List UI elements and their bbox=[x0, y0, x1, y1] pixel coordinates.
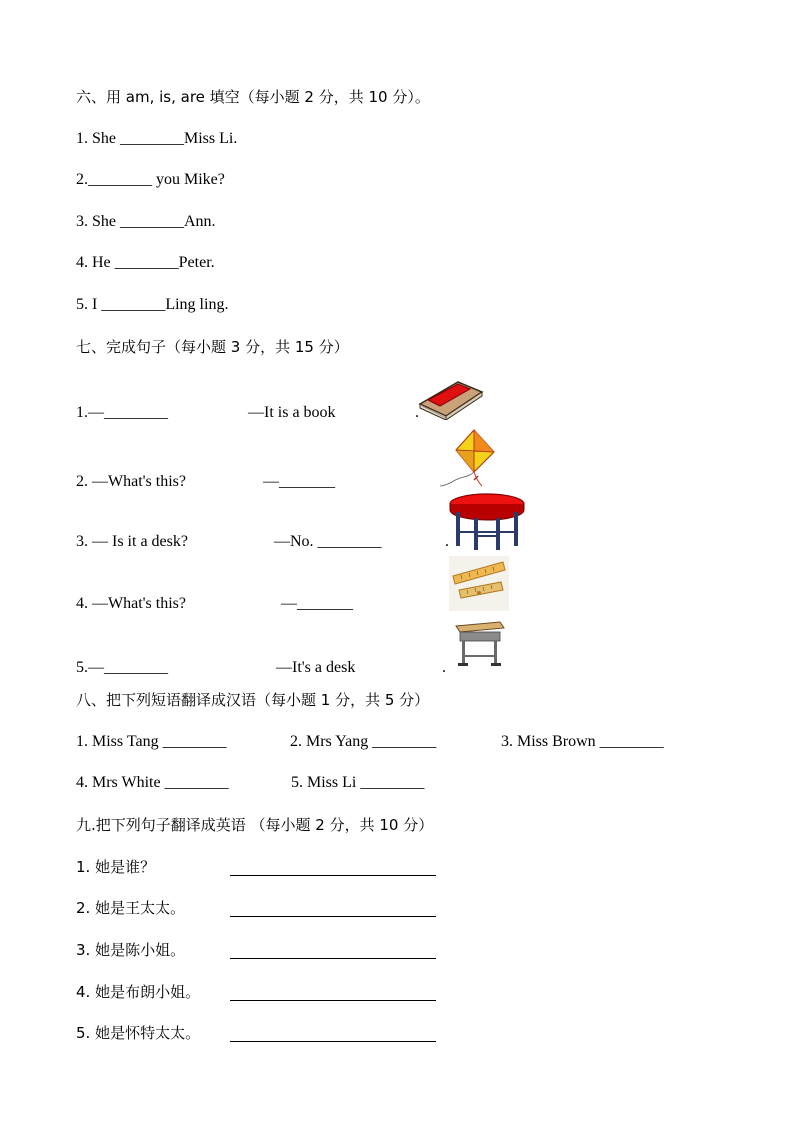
table-icon bbox=[448, 492, 526, 552]
section-9-item-1: 1. 她是谁？ bbox=[76, 858, 156, 876]
desk-icon bbox=[452, 618, 506, 668]
section-7-a2: —_______ bbox=[263, 473, 335, 490]
kite-icon bbox=[438, 428, 500, 488]
section-7-q1: 1.—________ bbox=[76, 404, 168, 421]
section-8-item-3: 3. Miss Brown ________ bbox=[501, 733, 664, 750]
book-icon bbox=[418, 374, 484, 420]
section-8-item-1: 1. Miss Tang ________ bbox=[76, 733, 227, 750]
section-7-heading: 七、完成句子（每小题 3 分，共 15 分） bbox=[76, 338, 349, 356]
answer-line-4[interactable] bbox=[230, 1000, 436, 1001]
section-8-heading: 八、把下列短语翻译成汉语（每小题 1 分，共 5 分） bbox=[76, 691, 430, 709]
section-7-q5: 5.—________ bbox=[76, 659, 168, 676]
section-6-item-5: 5. I ________Ling ling. bbox=[76, 296, 229, 313]
section-7-dot5: . bbox=[442, 659, 446, 676]
section-7-dot1: . bbox=[415, 404, 419, 421]
section-7-q4: 4. —What's this? bbox=[76, 595, 186, 612]
section-7-a3: —No. ________ bbox=[274, 533, 382, 550]
section-7-a1: —It is a book bbox=[248, 404, 336, 421]
section-6-item-1: 1. She ________Miss Li. bbox=[76, 130, 238, 147]
section-6-heading: 六、用 am, is, are 填空（每小题 2 分，共 10 分）。 bbox=[76, 88, 430, 106]
section-8-item-4: 4. Mrs White ________ bbox=[76, 774, 229, 791]
answer-line-1[interactable] bbox=[230, 875, 436, 876]
section-9-item-5: 5. 她是怀特太太。 bbox=[76, 1024, 201, 1042]
section-8-item-5: 5. Miss Li ________ bbox=[291, 774, 425, 791]
section-9-item-4: 4. 她是布朗小姐。 bbox=[76, 983, 201, 1001]
section-6-item-3: 3. She ________Ann. bbox=[76, 213, 216, 230]
section-9-item-2: 2. 她是王太太。 bbox=[76, 899, 186, 917]
answer-line-3[interactable] bbox=[230, 958, 436, 959]
section-9-heading: 九.把下列句子翻译成英语 （每小题 2 分，共 10 分） bbox=[76, 816, 434, 834]
section-7-q3: 3. — Is it a desk? bbox=[76, 533, 188, 550]
ruler-icon bbox=[449, 556, 509, 611]
section-7-a4: —_______ bbox=[281, 595, 353, 612]
answer-line-5[interactable] bbox=[230, 1041, 436, 1042]
section-7-a5: —It's a desk bbox=[276, 659, 356, 676]
section-6-item-2: 2.________ you Mike? bbox=[76, 171, 225, 188]
answer-line-2[interactable] bbox=[230, 916, 436, 917]
section-7-q2: 2. —What's this? bbox=[76, 473, 186, 490]
section-7-dot3: . bbox=[445, 533, 449, 550]
section-9-item-3: 3. 她是陈小姐。 bbox=[76, 941, 186, 959]
section-8-item-2: 2. Mrs Yang ________ bbox=[290, 733, 437, 750]
section-6-item-4: 4. He ________Peter. bbox=[76, 254, 215, 271]
